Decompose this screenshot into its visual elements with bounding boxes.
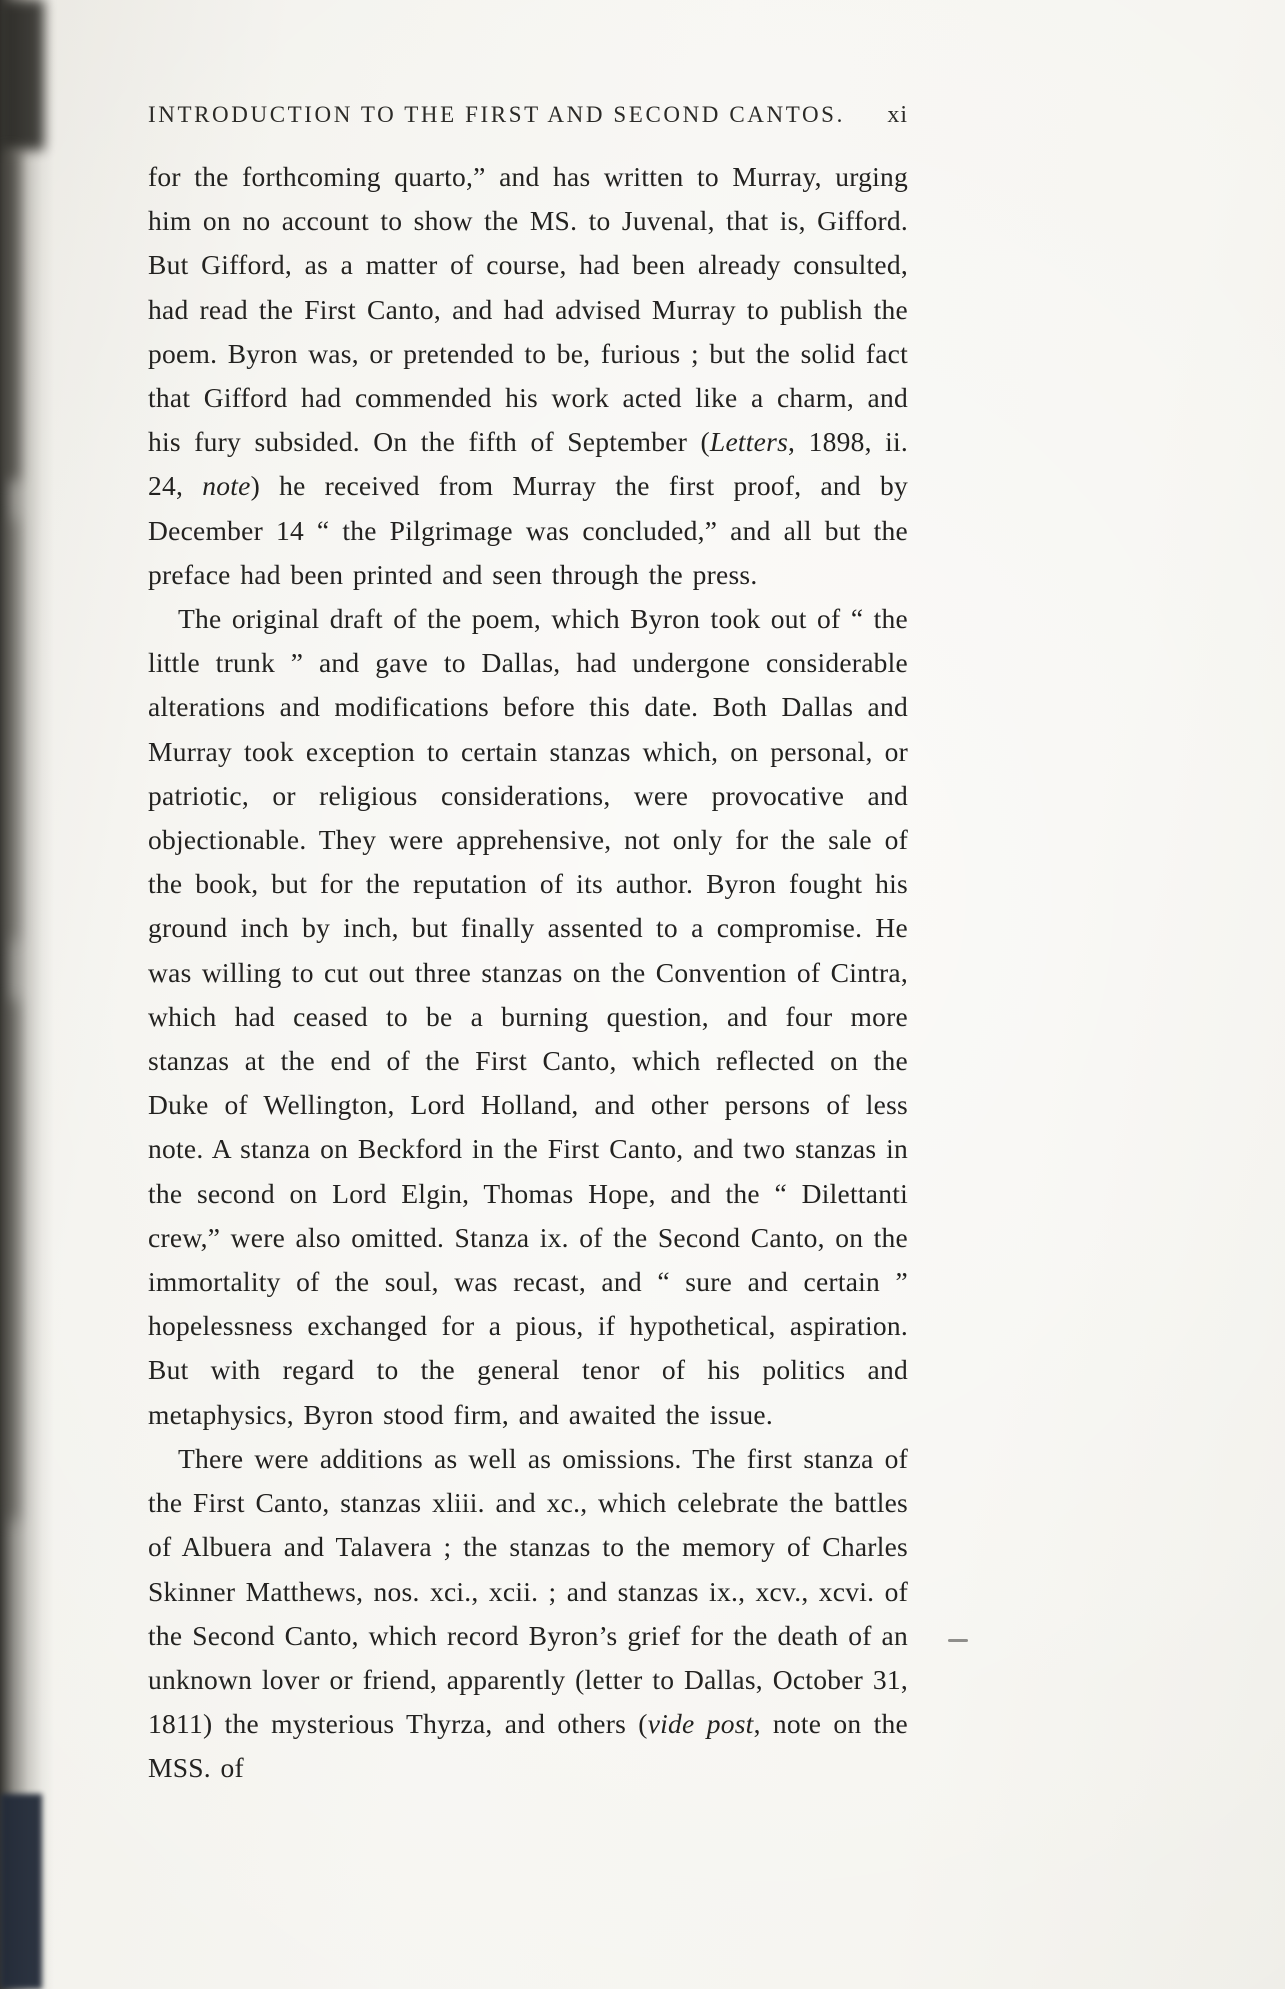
text-run: ) he received from Murray the first proof, and by December 14 “ the Pilgrimage was concluded,” and all but the preface had been printed and seen through the press. (148, 470, 908, 590)
italic-text-run: note (202, 470, 251, 502)
text-run: for the forthcoming quarto,” and has written to Murray, urging him on no account to show the MS. to Juvenal, that is, Gifford. But Gifford, as a matter of course, had been already consulted, had read the First Canto, and had advised Murray to publish the poem. Byron was, or pretended to be, furious ; but the solid fact that Gifford had commended his work acted like a charm, and his fury subsided. On the fifth of September ( (148, 161, 908, 458)
text-run: There were additions as well as omissions. The first stanza of the First Canto, stanzas xliii. and xc., which celebrate the battles of Albuera and Talavera ; the stanzas to the memory of Charles Skinner Matthews, nos. xci., xcii. ; and stanzas ix., xcv., xcvi. of the Second Canto, which record Byron’s grief for the death of an unknown lover or friend, apparently (letter to Dallas, October 31, 1811) the mysterious Thyrza, and others ( (148, 1442, 908, 1740)
paragraph (148, 597, 908, 1437)
italic-text-run: Letters (709, 426, 789, 458)
text-run: , 1898, ii. 24, (148, 426, 908, 502)
header-title: INTRODUCTION TO THE FIRST AND SECOND CANTOS. (148, 102, 845, 127)
body-text (148, 155, 908, 1791)
paragraph (148, 155, 908, 597)
running-header (148, 102, 908, 129)
text-run: The original draft of the poem, which Byron took out of “ the little trunk ” and gave to Dallas, had undergone considerable alterations and modifications before this date. Both Dallas and Murray took exception to certain stanzas which, on personal, or patriotic, or religious considerations, were provocative and objectionable. They were apprehensive, not only for the sale of the book, but for the reputation of its author. Byron fought his ground inch by inch, but finally assented to a compromise. He was willing to cut out three stanzas on the Convention of Cintra, which had ceased to be a burning question, and four more stanzas at the end of the First Canto, which reflected on the Duke of Wellington, Lord Holland, and other persons of less note. A stanza on Beckford in the First Canto, and two stanzas in the second on Lord Elgin, Thomas Hope, and the “ Dilettanti crew,” were also omitted. Stanza ix. of the Second Canto, on the immortality of the soul, was recast, and “ sure and certain ” hopelessness exchanged for a pious, if hypothetical, aspiration. But with regard to the general tenor of his politics and metaphysics, Byron stood firm, and awaited the issue. (148, 603, 908, 1430)
binding-shadow (0, 0, 54, 1989)
text-column (148, 102, 908, 1791)
paragraph (148, 1437, 908, 1791)
italic-text-run: vide post (647, 1708, 754, 1740)
page-number: xi (887, 102, 908, 128)
scan-artifact-mark (948, 1639, 968, 1642)
text-run: , note on the MSS. of (148, 1708, 908, 1784)
